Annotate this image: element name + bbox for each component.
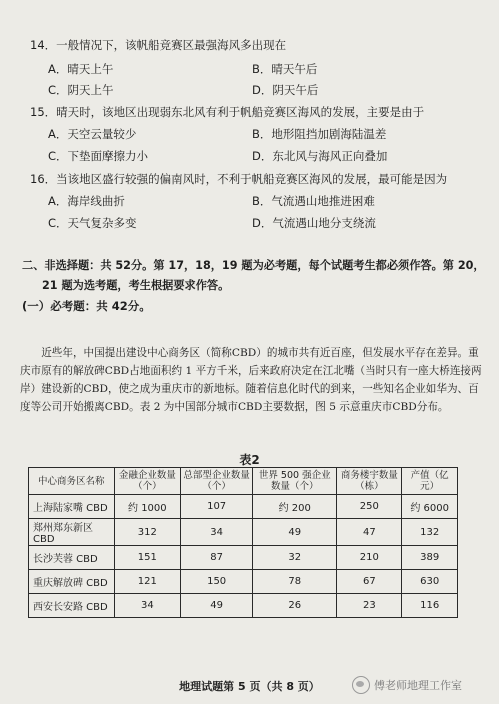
- cell-fortune500: 约 200: [253, 495, 337, 519]
- cell-name: 西安长安路 CBD: [29, 594, 115, 618]
- q15-stem: 15．晴天时，该地区出现弱东北风有利于帆船竞赛区海风的发展，主要是由于: [30, 105, 425, 119]
- cell-headquarters: 34: [181, 519, 253, 546]
- q16-option-c: C．天气复杂多变: [48, 216, 137, 230]
- cell-financial: 121: [114, 570, 181, 594]
- table-row: [29, 495, 458, 519]
- cell-buildings: 250: [337, 495, 402, 519]
- q14-option-b: B．晴天午后: [252, 62, 318, 76]
- cell-name: 郑州郑东新区 CBD: [29, 519, 115, 546]
- header-name: 中心商务区名称: [29, 468, 115, 495]
- table-row: [29, 570, 458, 594]
- cbd-data-table: [28, 467, 458, 618]
- header-financial: 金融企业数量（个）: [114, 468, 181, 495]
- q14-option-a: A．晴天上午: [48, 62, 114, 76]
- table-row: [29, 519, 458, 546]
- cell-financial: 约 1000: [114, 495, 181, 519]
- table-row: [29, 594, 458, 618]
- header-fortune500: 世界 500 强企业数量（个）: [253, 468, 337, 495]
- table-header-row: [29, 468, 458, 495]
- required-section-heading: (一）必考题：共 42分。: [22, 299, 151, 313]
- cell-financial: 151: [114, 546, 181, 570]
- cell-headquarters: 49: [181, 594, 253, 618]
- q14-stem: 14．一般情况下，该帆船竞赛区最强海风多出现在: [30, 38, 287, 52]
- cell-fortune500: 26: [253, 594, 337, 618]
- cell-headquarters: 87: [181, 546, 253, 570]
- cell-fortune500: 78: [253, 570, 337, 594]
- watermark: [352, 676, 462, 694]
- table-row: [29, 546, 458, 570]
- cell-name: 上海陆家嘴 CBD: [29, 495, 115, 519]
- section2-heading-line1: 二、非选择题：共 52分。第 17，18，19 题为必考题，每个试题考生都必须作答。第 20，: [22, 259, 485, 272]
- header-output: 产值（亿元）: [402, 468, 458, 495]
- cell-financial: 34: [114, 594, 181, 618]
- cell-output: 389: [402, 546, 458, 570]
- q16-stem: 16．当该地区盛行较强的偏南风时，不利于帆船竞赛区海风的发展，最可能是因为: [30, 172, 448, 186]
- cell-fortune500: 32: [253, 546, 337, 570]
- watermark-text: 傅老师地理工作室: [374, 679, 462, 692]
- reading-material: [20, 344, 482, 416]
- section2-heading-line2: 21 题为选考题，考生根据要求作答。: [42, 279, 230, 292]
- cell-buildings: 23: [337, 594, 402, 618]
- q15-option-c: C．下垫面摩擦力小: [48, 149, 149, 163]
- q16-option-a: A．海岸线曲折: [48, 194, 125, 208]
- header-headquarters: 总部型企业数量（个）: [181, 468, 253, 495]
- cell-headquarters: 150: [181, 570, 253, 594]
- q15-option-a: A．天空云量较少: [48, 127, 137, 141]
- cell-fortune500: 49: [253, 519, 337, 546]
- table-caption: 表2: [239, 453, 260, 467]
- cell-name: 重庆解放碑 CBD: [29, 570, 115, 594]
- q15-option-b: B．地形阻挡加剧海陆温差: [252, 127, 387, 141]
- q16-option-b: B．气流遇山地推进困难: [252, 194, 375, 208]
- q14-option-d: D．阴天午后: [252, 83, 319, 97]
- cell-financial: 312: [114, 519, 181, 546]
- cell-output: 约 6000: [402, 495, 458, 519]
- cell-output: 116: [402, 594, 458, 618]
- cell-buildings: 67: [337, 570, 402, 594]
- q15-option-d: D．东北风与海风正向叠加: [252, 149, 388, 163]
- cell-headquarters: 107: [181, 495, 253, 519]
- cell-buildings: 47: [337, 519, 402, 546]
- cell-buildings: 210: [337, 546, 402, 570]
- cell-output: 630: [402, 570, 458, 594]
- cell-name: 长沙芙蓉 CBD: [29, 546, 115, 570]
- q14-option-c: C．阴天上午: [48, 83, 114, 97]
- material-paragraph: 近些年，中国提出建设中心商务区（简称CBD）的城市共有近百座，但发展水平存在差异。重庆市原有的解放碑CBD占地面积约 1 平方千米，后来政府决定在江北嘴（当时只有一座大桥连接两岸）建设新的CBD，使之成为重庆市的新地标。随着信息化时代的到来，一些知名企业如华为、百度等公司开始搬离CBD。表 2 为中国部分城市CBD主要数据，图 5 示意重庆市CBD分布。: [20, 347, 482, 413]
- header-buildings: 商务楼宇数量（栋）: [337, 468, 402, 495]
- page-footer: 地理试题第 5 页（共 8 页）: [179, 680, 320, 693]
- cell-output: 132: [402, 519, 458, 546]
- q16-option-d: D．气流遇山地分支绕流: [252, 216, 376, 230]
- wechat-logo-icon: [352, 676, 370, 694]
